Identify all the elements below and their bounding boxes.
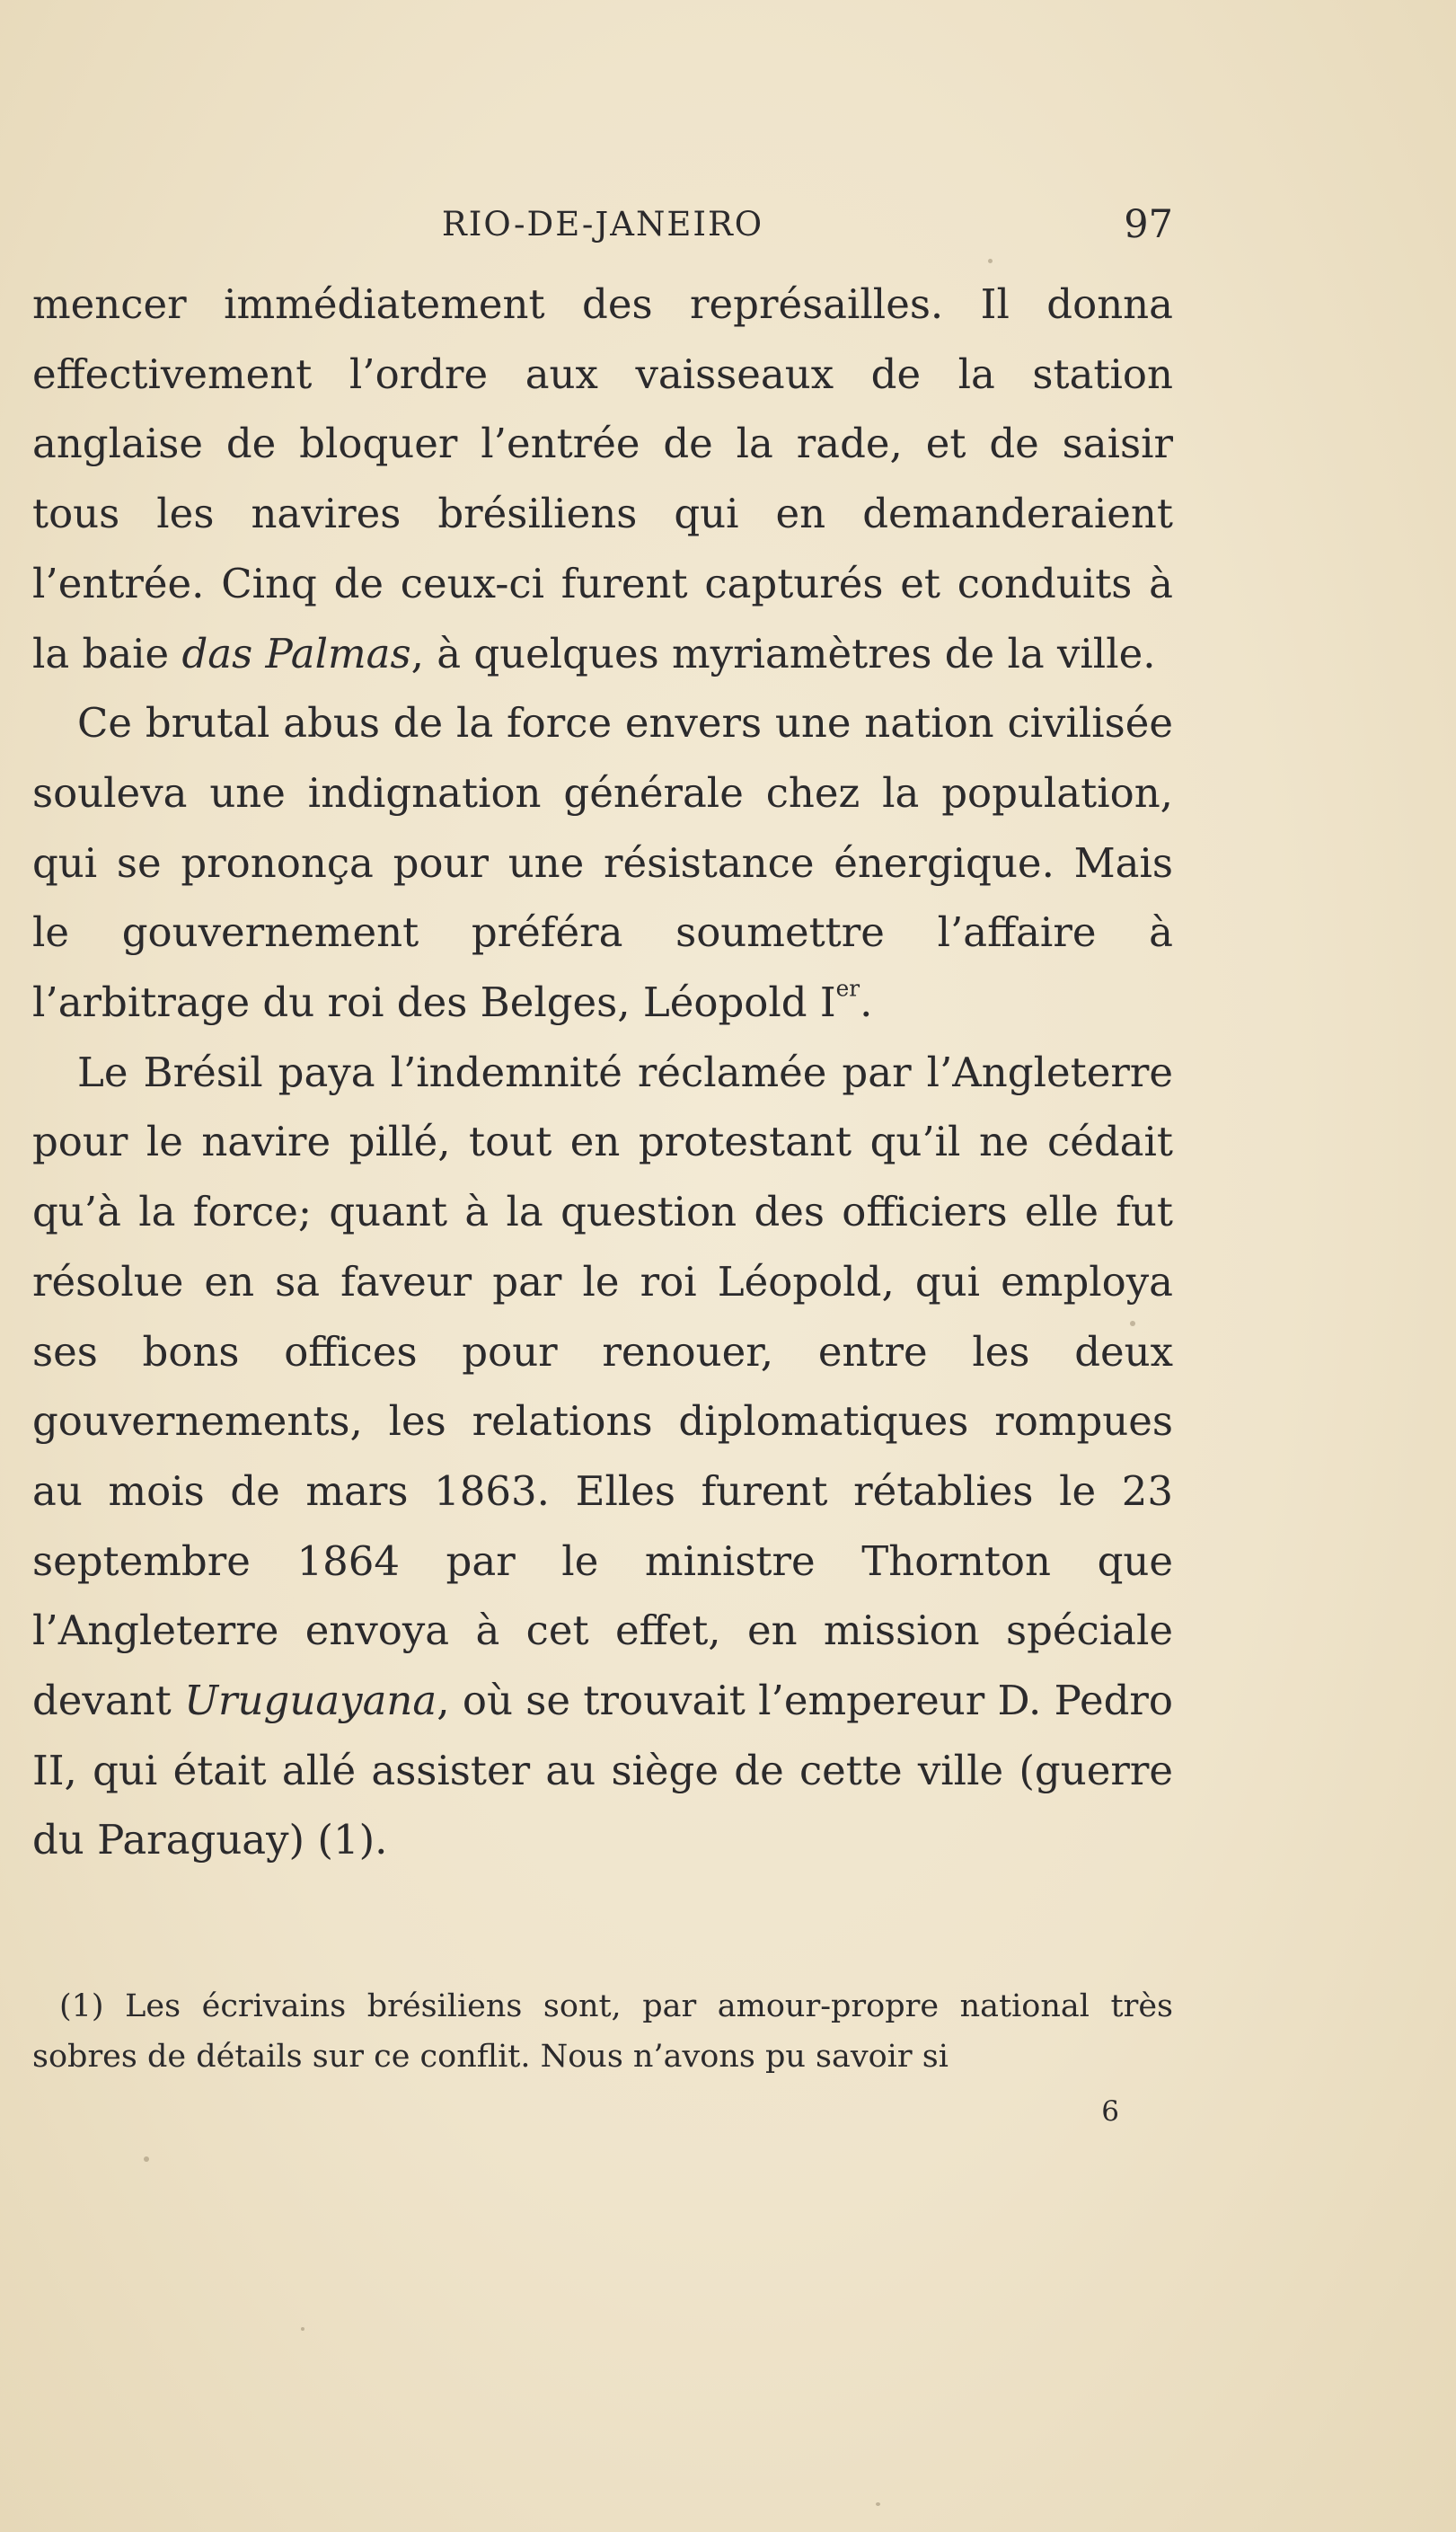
paper-speck xyxy=(876,2502,880,2506)
paragraph-3-text: Le Brésil paya l’indemnité réclamée par l’Angleterre pour le navire pillé, tout en protestant qu’il ne cédait qu’à la force; quant à la question des officiers elle fut résolue en sa faveur par le roi Léopold, qui employa ses bons offices pour renouer, entre les deux gouvernements, les relations diplomatiques rompues au mois de mars 1863. Elles furent rétablies le 23 septembre 1864 par le ministre Thornton que l’Angleterre envoya à cet effet, en mission spéciale devant xyxy=(32,1048,1173,1725)
paper-speck xyxy=(988,259,993,263)
running-head xyxy=(32,198,1173,252)
paragraph-2 xyxy=(32,688,1173,1038)
body-text xyxy=(32,270,1173,1875)
italic-das-palmas: das Palmas xyxy=(181,629,411,677)
paper-speck xyxy=(301,2327,304,2331)
superscript-er: er xyxy=(835,975,860,1002)
footnote xyxy=(32,1981,1173,2082)
paragraph-1-text-end: , à quelques myriamètres de la ville. xyxy=(410,629,1156,677)
paragraph-2-text: Ce brutal abus de la force envers une nation civilisée souleva une indignation générale chez la population, qui se prononça pour une résistance énergique. Mais le gouvernement préféra soumettre l’affaire à l’arbitrage du roi des Belges, Léopold I xyxy=(32,699,1173,1027)
paper-speck xyxy=(1130,1321,1135,1326)
page-number: 97 xyxy=(1124,202,1173,247)
paragraph-3-text-end: , où se trouvait l’empereur D. Pedro II, qui était allé assister au siège de cette ville (guerre du Paraguay) (1). xyxy=(32,1677,1173,1864)
signature-mark: 6 xyxy=(1101,2095,1119,2128)
italic-uruguayana: Uruguayana xyxy=(184,1677,437,1725)
running-title: RIO-DE-JANEIRO xyxy=(441,205,764,243)
footnote-text: (1) Les écrivains brésiliens sont, par amour-propre national très sobres de détails sur ce conflit. Nous n’avons pu savoir si xyxy=(32,1988,1173,2075)
paragraph-2-text-end: . xyxy=(860,978,873,1027)
paragraph-1 xyxy=(32,270,1173,688)
paper-speck xyxy=(144,2156,149,2162)
paragraph-3 xyxy=(32,1038,1173,1875)
paragraph-1-text: mencer immédiatement des représailles. Il donna effectivement l’ordre aux vaisseaux de la station anglaise de bloquer l’entrée de la rade, et de saisir tous les navires brésiliens qui en demanderaient l’entrée. Cinq de ceux-ci furent capturés et conduits à la baie xyxy=(32,280,1173,677)
